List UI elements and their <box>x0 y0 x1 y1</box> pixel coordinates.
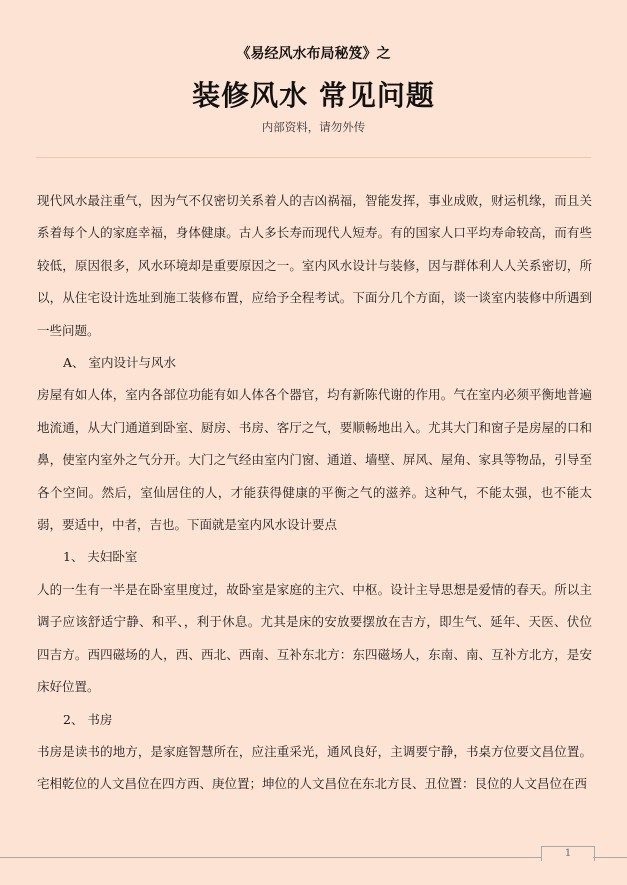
paragraph-bedroom: 人的一生有一半是在卧室里度过，故卧室是家庭的主穴、中枢。设计主导思想是爱情的春天。所以主调子应该舒适宁静、和平、，利于休息。尤其是床的安放要摆放在吉方，即生气、延年、天医、伏位四吉方。西四磁场的人，西、西北、西南、互补东北方：东四磁场人，东南、南、互补方北方，是安床好位置。 <box>37 581 592 695</box>
page-subtitle: 内部资料，请勿外传 <box>261 120 366 134</box>
document-body <box>37 185 592 801</box>
footer-line <box>0 857 541 858</box>
page-number: 1 <box>541 846 595 861</box>
section-heading-1: 1、 夫妇卧室 <box>63 549 138 565</box>
paragraph-study: 书房是读书的地方，是家庭智慧所在，应注重采光，通风良好，主调要宁静，书桌方位要文昌位置。宅相乾位的人文昌位在四方西、庚位置；坤位的人文昌位在东北方艮、丑位置：艮位的人文昌位在西 <box>37 743 592 792</box>
footer-line-right <box>593 857 627 858</box>
page-title: 装修风水 常见问题 <box>192 79 435 112</box>
paragraph-interior-design: 房屋有如人体，室内各部位功能有如人体各个器官，均有新陈代谢的作用。气在室内必须平衡地普遍地流通，从大门通道到卧室、厨房、书房、客厅之气，要顺畅地出入。尤其大门和窗子是房屋的口和鼻，使室内室外之气分开。大门之气经由室内门窗、通道、墙壁、屏风、屋角、家具等物品，引导至各个空间。然后，室仙居住的人，才能获得健康的平衡之气的滋养。这种气，不能太强，也不能太弱，要适中，中者，吉也。下面就是室内风水设计要点 <box>37 387 592 533</box>
section-heading-2: 2、 书房 <box>63 711 113 727</box>
series-title: 《易经风水布局秘笈》之 <box>236 46 391 62</box>
paragraph-intro: 现代风水最注重气，因为气不仅密切关系着人的吉凶祸福，智能发挥，事业成败，财运机缘，而且关系着每个人的家庭幸福，身体健康。古人多长寿而现代人短寿。有的国家人口平均寿命较高，而有些较低，原因很多，风水环境却是重要原因之一。室内风水设计与装修，因与群体利人人关系密切，所以，从住宅设计选址到施工装修布置，应给予全程考试。下面分几个方面，谈一谈室内装修中所遇到一些问题。 <box>37 193 592 338</box>
header-divider <box>36 157 591 158</box>
section-heading-a: A、 室内设计与风水 <box>63 355 177 371</box>
